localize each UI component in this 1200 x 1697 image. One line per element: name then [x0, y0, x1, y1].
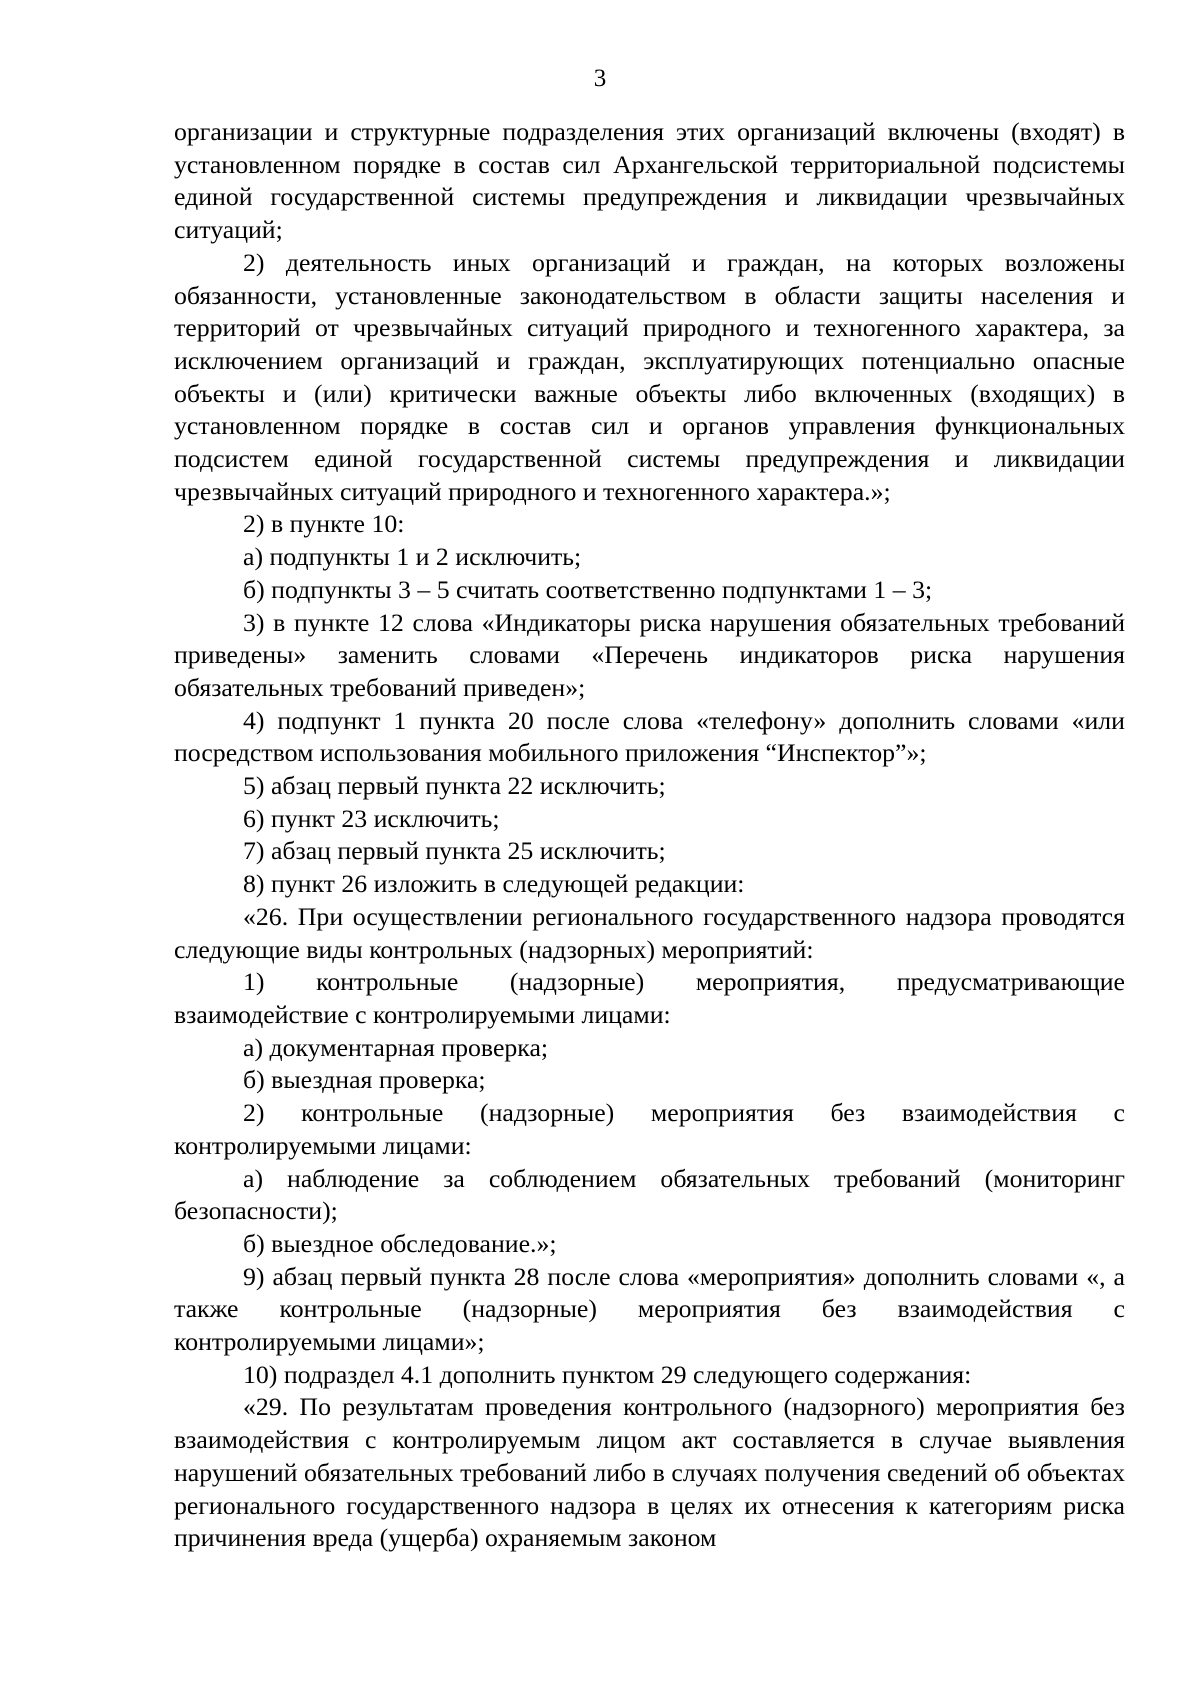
paragraph-item-26-1b: б) выездная проверка;	[243, 1065, 486, 1095]
document-body	[174, 116, 1125, 1555]
paragraph-item-29: «29. По результатам проведения контрольного (надзорного) мероприятия без взаимодействия с контролируемым лицом акт составляется в случае выявления нарушений обязательных требований либо в случаях получения сведений об объектах регионального государственного надзора в целях их отнесения к категориям риска причинения вреда (ущерба) охраняемым законом	[174, 1392, 1125, 1553]
paragraph-amendment-2b: б) подпункты 3 – 5 считать соответственно подпунктами 1 – 3;	[243, 574, 933, 604]
paragraph-amendment-4: 4) подпункт 1 пункта 20 после слова «телефону» дополнить словами «или посредством использования мобильного приложения “Инспектор”»;	[174, 705, 1125, 768]
paragraph-item-26-2: 2) контрольные (надзорные) мероприятия без взаимодействия с контролируемыми лицами:	[174, 1098, 1125, 1160]
page-number: 3	[593, 65, 607, 92]
paragraph-item-2-activity: 2) деятельность иных организаций и граждан, на которых возложены обязанности, установленные законодательством в области защиты населения и территорий от чрезвычайных ситуаций природного и техногенного характера, за исключением организаций и граждан, эксплуатирующих потенциально опасные объекты и (или) критически важные объекты либо включенных (входящих) в установленном порядке в состав сил и органов управления функциональных подсистем единой государственной системы предупреждения и ликвидации чрезвычайных ситуаций природного и техногенного характера.»;	[174, 247, 1125, 506]
paragraph-item-26-2b: б) выездное обследование.»;	[243, 1228, 557, 1258]
paragraph-item-26: «26. При осуществлении регионального государственного надзора проводятся следующие виды контрольных (надзорных) мероприятий:	[174, 901, 1125, 964]
paragraph-amendment-5: 5) абзац первый пункта 22 исключить;	[243, 771, 666, 801]
paragraph-amendment-8: 8) пункт 26 изложить в следующей редакции:	[243, 869, 745, 899]
paragraph-amendment-2: 2) в пункте 10:	[243, 509, 405, 539]
paragraph-item-26-1: 1) контрольные (надзорные) мероприятия, предусматривающие взаимодействие с контролируемыми лицами:	[174, 967, 1125, 1029]
paragraph-amendment-3: 3) в пункте 12 слова «Индикаторы риска нарушения обязательных требований приведены» заменить словами «Перечень индикаторов риска нарушения обязательных требований приведен»;	[174, 607, 1125, 702]
paragraph-amendment-6: 6) пункт 23 исключить;	[243, 803, 500, 833]
paragraph-amendment-9: 9) абзац первый пункта 28 после слова «мероприятия» дополнить словами «, а также контрольные (надзорные) мероприятия без взаимодействия с контролируемыми лицами»;	[174, 1261, 1125, 1357]
paragraph-item-26-1a: а) документарная проверка;	[243, 1032, 549, 1062]
paragraph-continuation: организации и структурные подразделения этих организаций включены (входят) в установленном порядке в состав сил Архангельской территориальной подсистемы единой государственной системы предупреждения и ликвидации чрезвычайных ситуаций;	[174, 117, 1125, 245]
paragraph-amendment-10: 10) подраздел 4.1 дополнить пунктом 29 следующего содержания:	[243, 1359, 972, 1389]
paragraph-amendment-2a: а) подпункты 1 и 2 исключить;	[243, 542, 582, 572]
paragraph-item-26-2a: а) наблюдение за соблюдением обязательных требований (мониторинг безопасности);	[174, 1163, 1125, 1226]
paragraph-amendment-7: 7) абзац первый пункта 25 исключить;	[243, 836, 666, 866]
